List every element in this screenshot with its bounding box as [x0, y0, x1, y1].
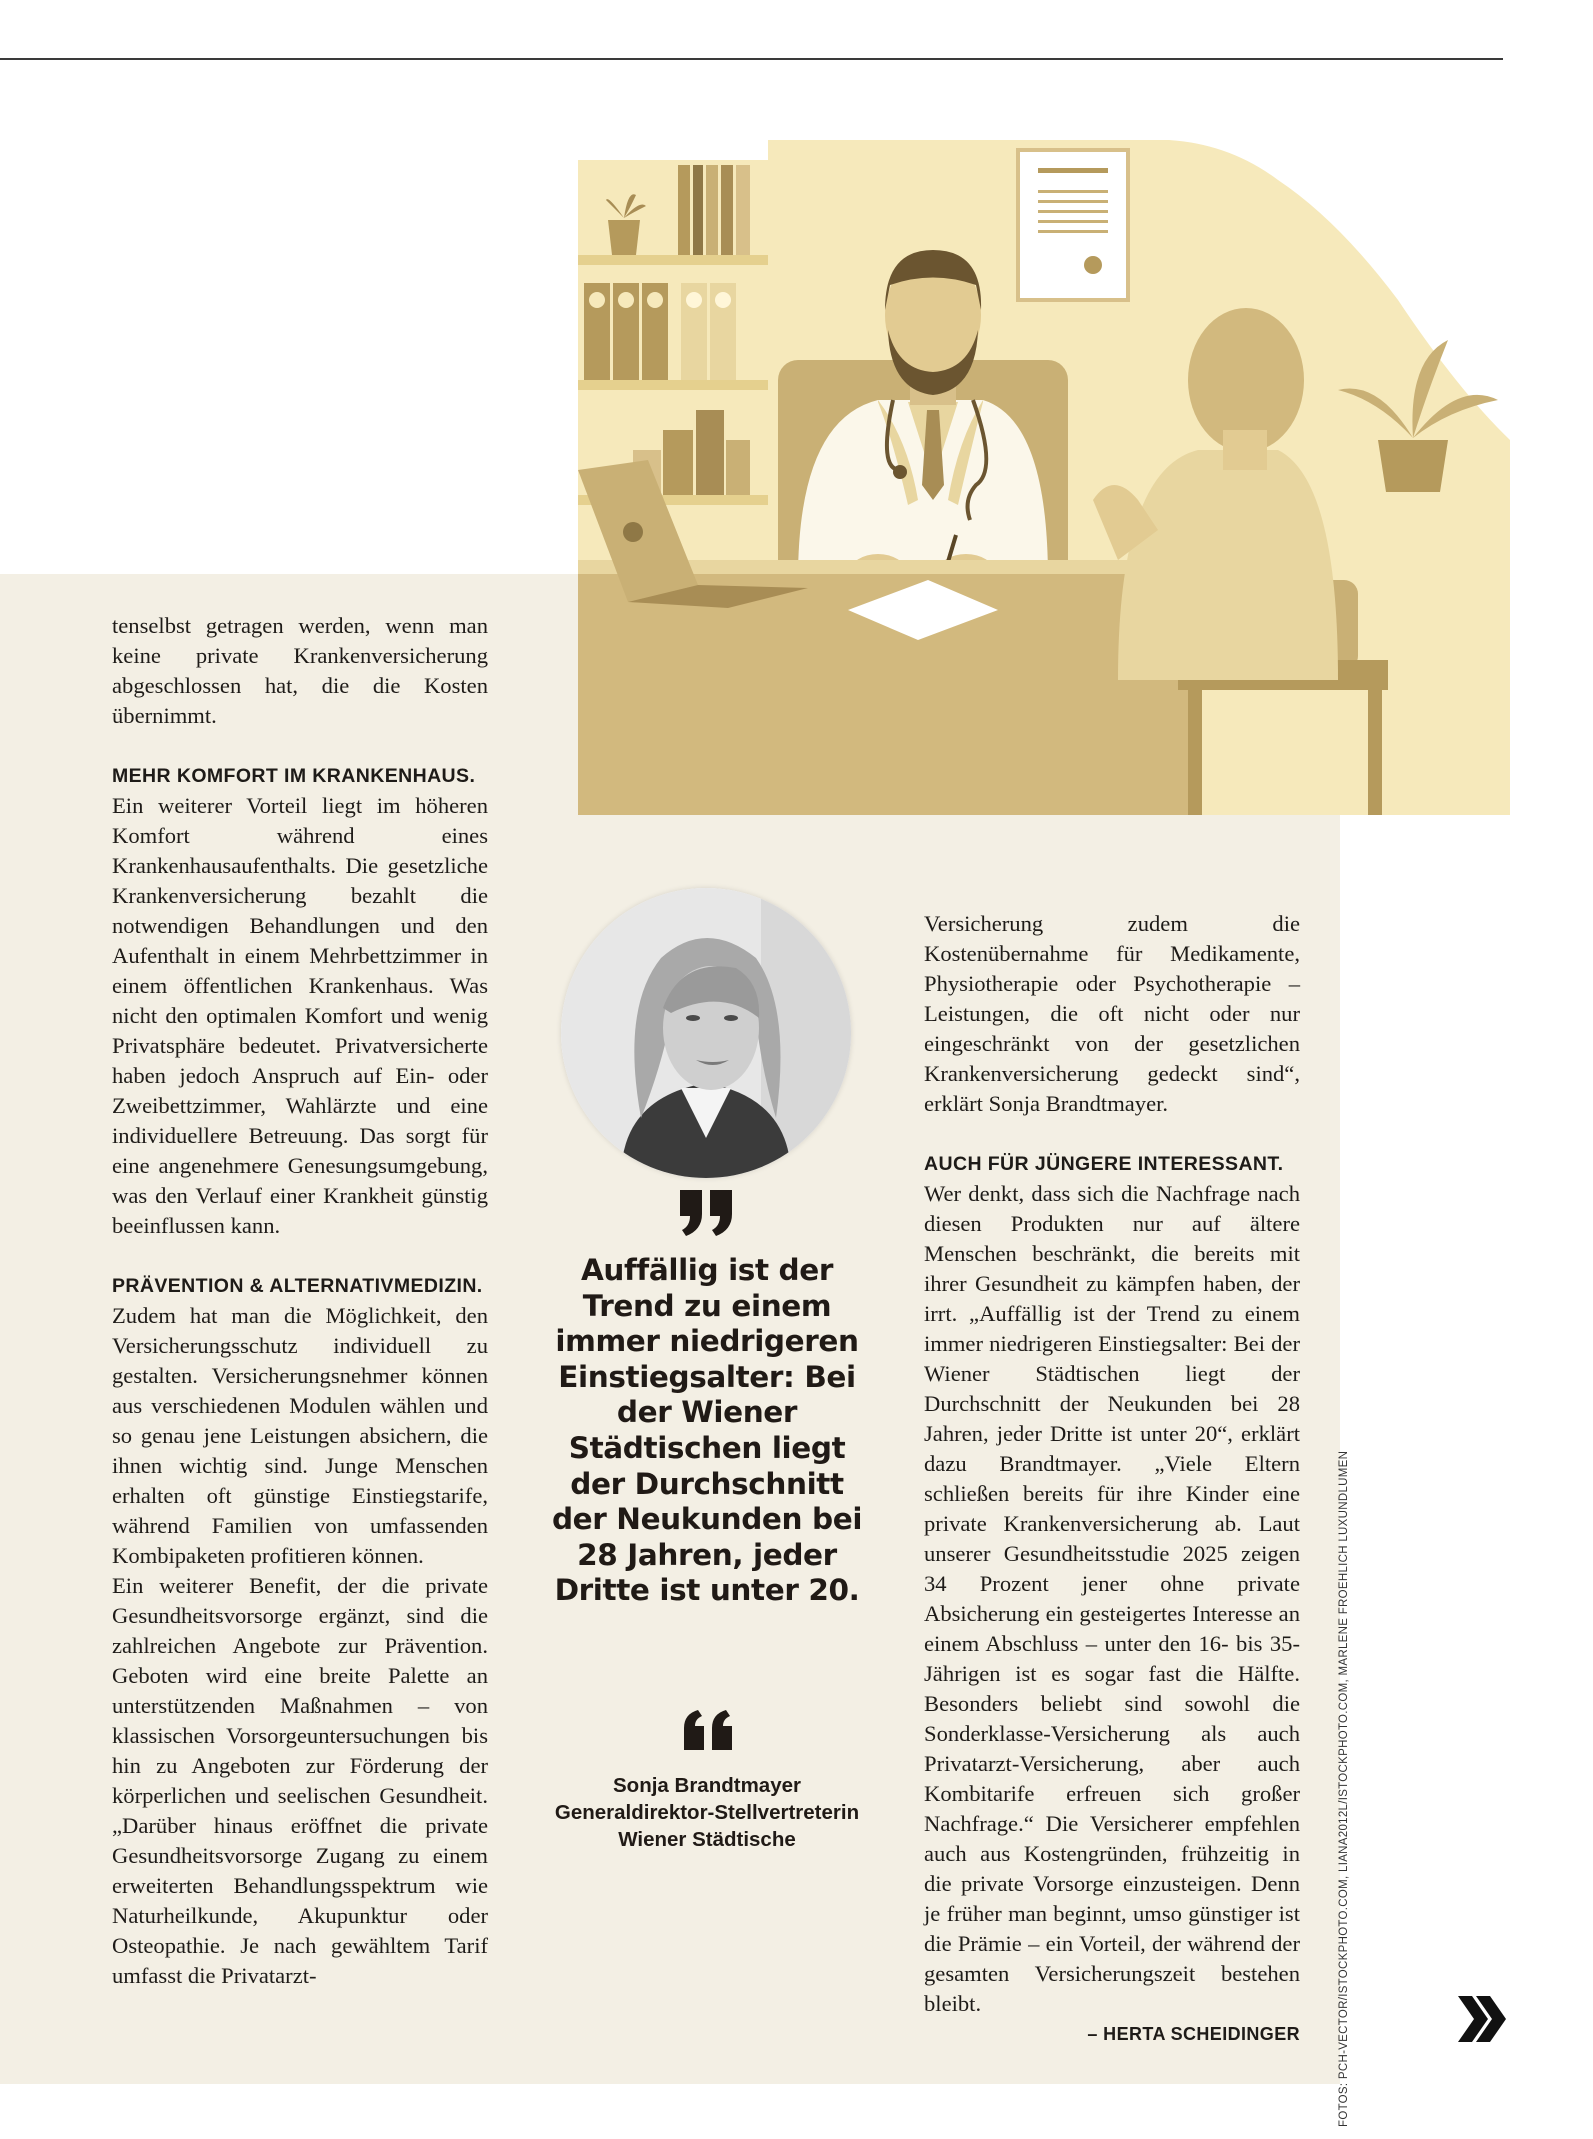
- right-paragraph-2: Wer denkt, dass sich die Nachfrage nach diesen Produkten nur auf ältere Menschen beschränkt, die bereits mit ihrer Gesundheit zu kämpfen haben, der irrt. „Auffällig ist der Trend zu einem immer niedrigeren Einstiegsalter: Bei der Wiener Städtischen liegt der Durchschnitt der Neukunden bei 28 Jahren, jeder Dritte ist unter 20“, erklärt dazu Brandtmayer. „Viele Eltern schließen bereits für ihre Kinder eine private Krankenversicherung ab. Laut unserer Gesundheitsstudie 2025 zeigen 34 Prozent jener ohne private Absicherung ein gesteigertes Interesse an einem Abschluss – unter den 16- bis 35-Jährigen ist es sogar fast die Hälfte. Besonders beliebt sind sowohl die Sonderklasse-Versicherung als auch Privatarzt-Versicherung, aber auch Kombitarife erfreuen sich großer Nachfrage.“ Die Versicherer empfehlen auch aus Kostengründen, frühzeitig in die private Vorsorge einzusteigen. Denn je früher man beginnt, umso günstiger ist die Prämie – ein Vorteil, der während der gesamten Versicherungszeit bestehen bleibt.: [924, 1181, 1300, 2016]
- article-left-column: [112, 611, 488, 1991]
- left-paragraph-4: Ein weiterer Benefit, der die private Gesundheitsvorsorge ergänzt, sind die zahlreichen Angebote zur Prävention. Geboten wird eine breite Palette an unterstützenden Maßnahmen – von klassischen Vorsorgeuntersuchungen bis hin zu Angeboten zur Förderung der körperlichen und seelischen Gesundheit. „Darüber hinaus eröffnet die private Gesundheitsvorsorge Zugang zu einem erweiterten Behandlungsspektrum wie Naturheilkunde, Akupunktur oder Osteopathie. Je nach gewähltem Tarif umfasst die Privatarzt-: [112, 1573, 488, 1988]
- right-paragraph-1: Versicherung zudem die Kostenübernahme für Medikamente, Physiotherapie oder Psychotherapie – Leistungen, die oft nicht oder nur eingeschränkt von der gesetzlichen Krankenversicherung gedeckt sind“, erklärt Sonja Brandtmayer.: [924, 911, 1300, 1116]
- doctor-consultation-illustration: [578, 140, 1510, 815]
- top-rule: [0, 58, 1503, 60]
- left-paragraph-1: tenselbst getragen werden, wenn man keine private Krankenversicherung abgeschlossen hat, die die Kosten übernimmt.: [112, 613, 488, 728]
- attribution-name: Sonja Brandtmayer: [613, 1774, 801, 1797]
- author-byline: – HERTA SCHEIDINGER: [1087, 2024, 1300, 2044]
- subheading-komfort: MEHR KOMFORT IM KRANKENHAUS.: [112, 765, 476, 787]
- left-paragraph-2: Ein weiterer Vorteil liegt im höheren Komfort während eines Krankenhausaufenthalts. Die gesetzliche Krankenversicherung bezahlt die notwendigen Behandlungen und den Aufenthalt in einem Mehrbettzimmer in einem öffentlichen Krankenhaus. Was nicht den optimalen Komfort und wenig Privatsphäre bedeutet. Privatversicherte haben jedoch Anspruch auf Ein- oder Zweibettzimmer, Wahlärzte und eine individuellere Betreuung. Das sorgt für eine angenehmere Genesungsumgebung, was den Verlauf einer Krankheit günstig beeinflussen kann.: [112, 793, 488, 1238]
- left-paragraph-3: Zudem hat man die Möglichkeit, den Versicherungsschutz individuell zu gestalten. Versicherungsnehmer können aus verschiedenen Modulen wählen und so genau jene Leistungen absichern, die ihnen wichtig sind. Junge Menschen erhalten oft günstige Einstiegstarife, während Familien von umfassenden Kombipaketen profitieren können.: [112, 1303, 488, 1568]
- photo-credit: FOTOS: PCH-VECTOR/ISTOCKPHOTO.COM, LIANA2012L/ISTOCKPHOTO.COM, MARLENE FROEHLICH LUXUNDLUMEN: [1338, 1450, 1350, 2127]
- opening-quote-icon: [676, 1186, 736, 1238]
- portrait-photo: [561, 888, 851, 1178]
- article-right-column: [924, 909, 1300, 2049]
- quote-attribution: [530, 1772, 884, 1853]
- double-chevron-right-icon: [1452, 1994, 1508, 2044]
- attribution-company: Wiener Städtische: [618, 1828, 796, 1851]
- subheading-juengere: AUCH FÜR JÜNGERE INTERESSANT.: [924, 1153, 1284, 1175]
- attribution-role: Generaldirektor-Stellvertreterin: [554, 1801, 860, 1824]
- closing-quote-icon: [678, 1708, 734, 1754]
- pull-quote-text: Auffällig ist der Trend zu einem immer niedrigeren Einstiegsalter: Bei der Wiener Städtischen liegt der Durchschnitt der Neukunden bei 28 Jahren, jeder Dritte ist unter 20.: [551, 1253, 863, 1608]
- subheading-praevention: PRÄVENTION & ALTERNATIVMEDIZIN.: [112, 1275, 483, 1297]
